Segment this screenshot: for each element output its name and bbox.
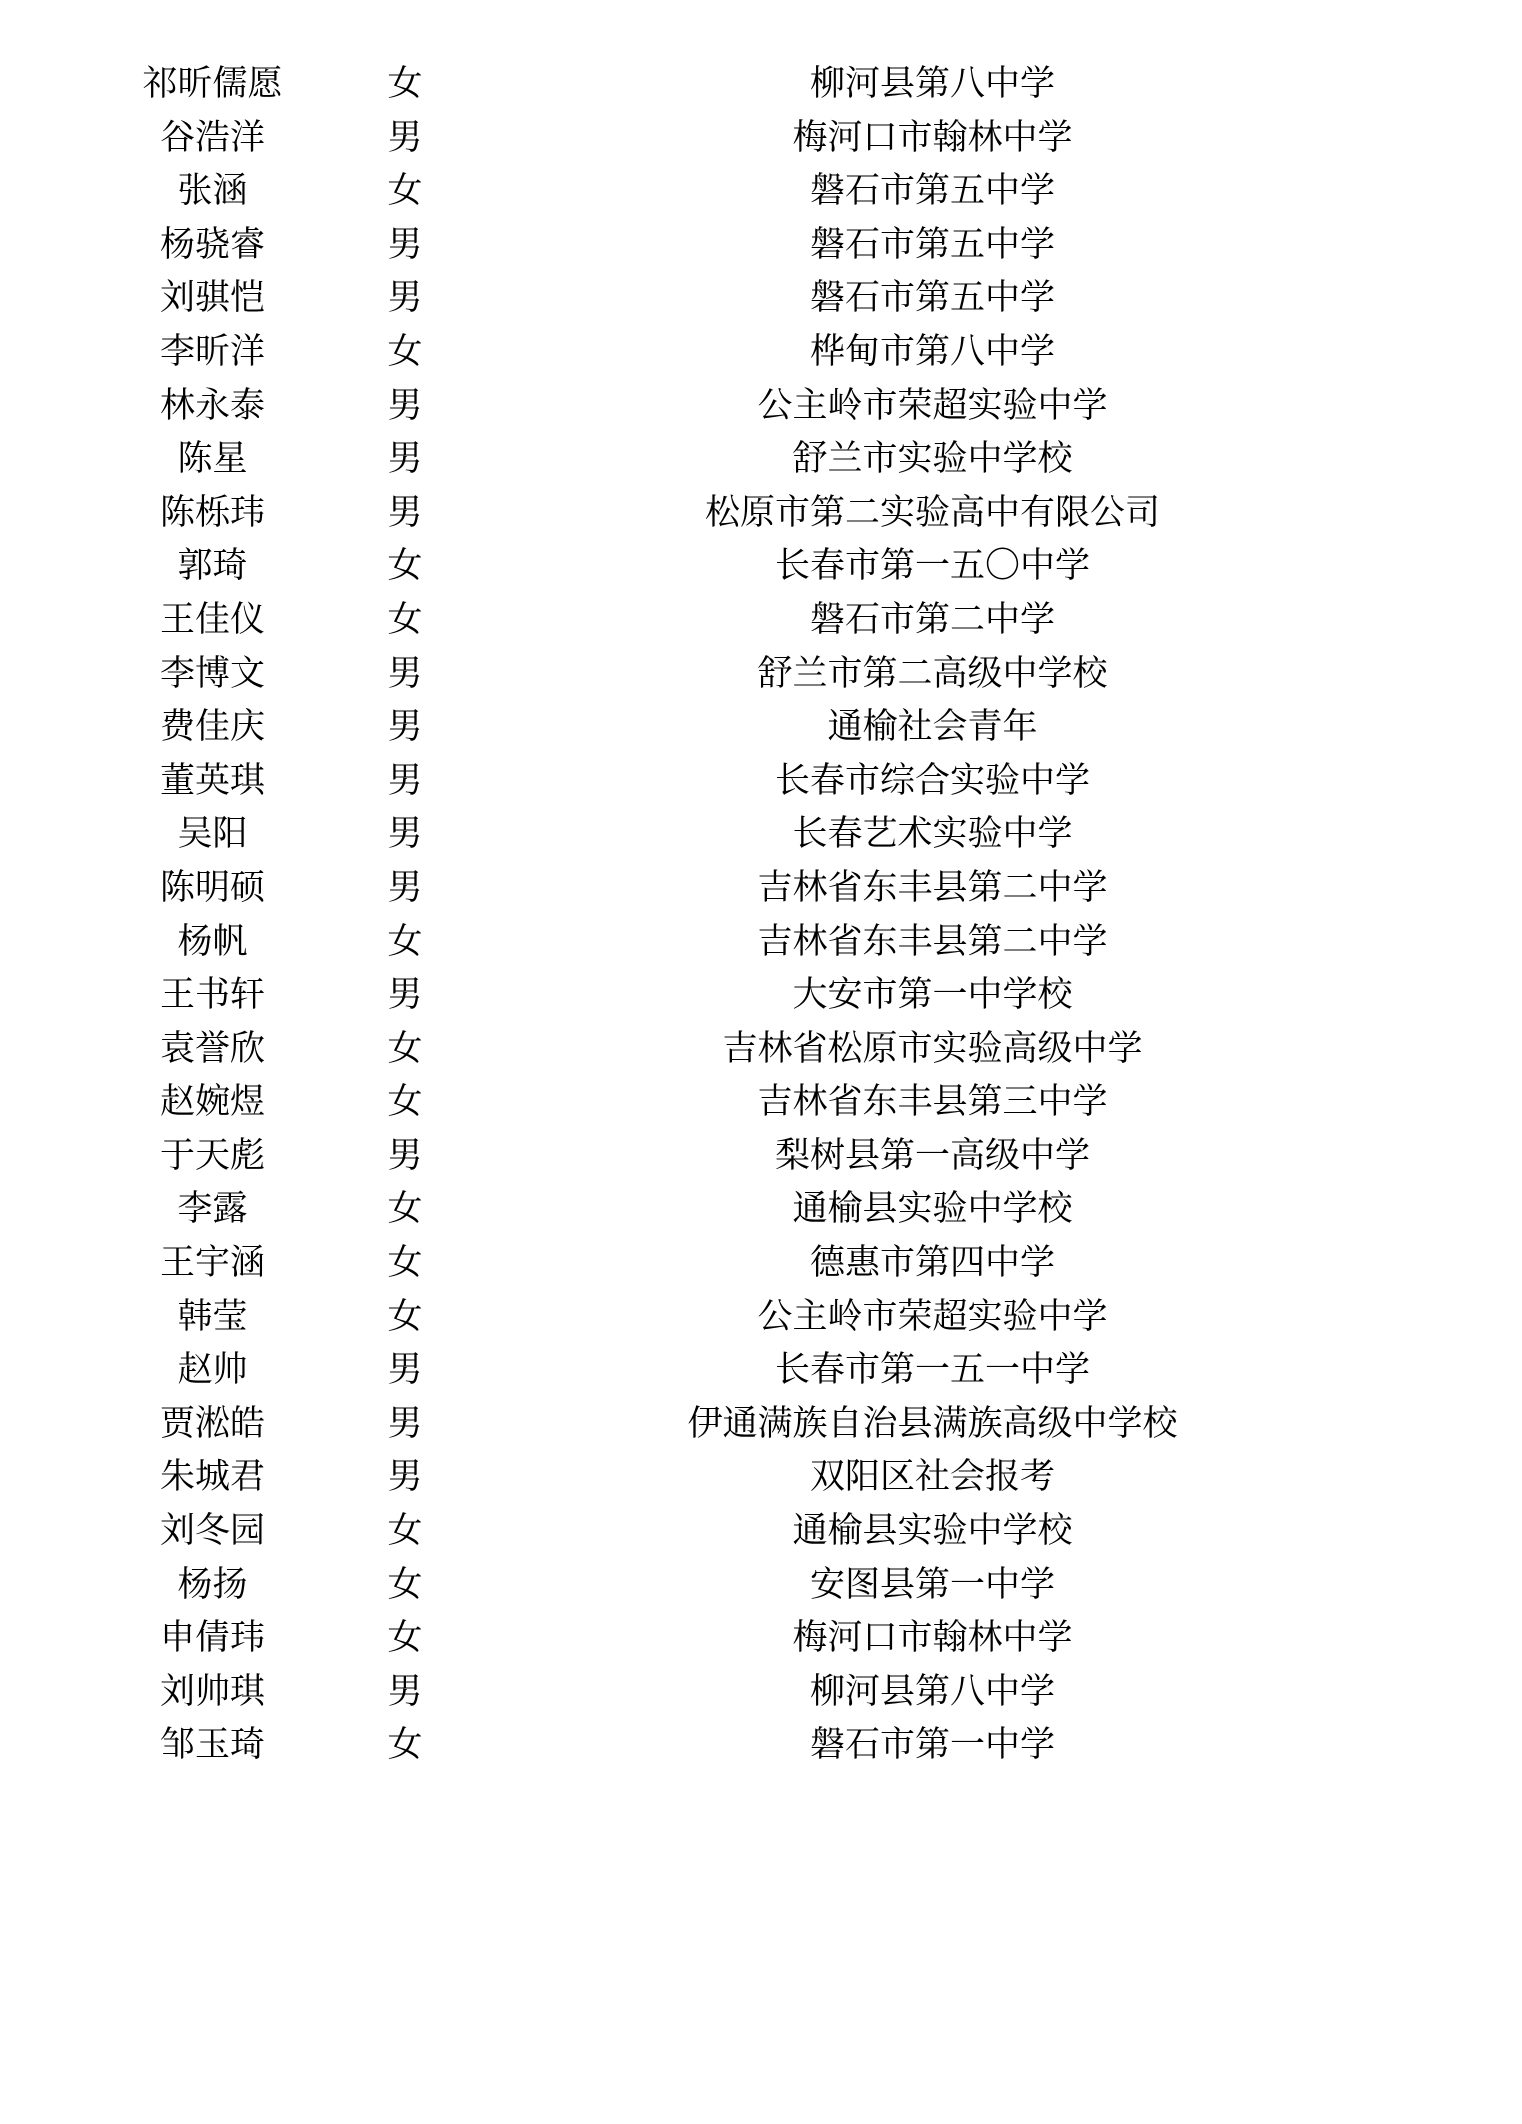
table-row [105,219,1375,273]
cell-gender: 女 [387,1725,423,1766]
cell-name: 张涵 [177,171,248,212]
roster-table-body [105,58,1375,1773]
table-row [105,165,1375,219]
table-row [105,1398,1375,1452]
table-row [105,487,1375,541]
table-row [105,540,1375,594]
table-row [105,969,1375,1023]
table-row [105,433,1375,487]
cell-name: 谷浩洋 [159,117,265,158]
cell-name: 陈星 [177,439,248,480]
cell-gender: 女 [387,171,423,212]
cell-school: 公主岭市荣超实验中学 [757,385,1108,426]
table-row [105,58,1375,112]
cell-gender: 女 [387,331,423,372]
cell-name: 费佳庆 [159,707,265,748]
cell-name: 杨帆 [177,921,248,962]
cell-name: 李昕洋 [159,331,265,372]
cell-name: 刘冬园 [159,1511,265,1552]
cell-gender: 女 [387,1511,423,1552]
cell-name: 邹玉琦 [159,1725,265,1766]
table-row [105,1505,1375,1559]
cell-school: 柳河县第八中学 [809,64,1055,104]
roster-table [105,58,1375,1773]
cell-school: 吉林省松原市实验高级中学 [722,1028,1143,1069]
cell-gender: 女 [387,1189,423,1230]
cell-gender: 女 [387,1028,423,1069]
table-row [105,1237,1375,1291]
cell-name: 王宇涵 [159,1243,265,1284]
cell-name: 杨扬 [177,1564,248,1605]
table-row [105,648,1375,702]
table-row [105,1291,1375,1345]
cell-gender: 女 [387,1243,423,1284]
cell-school: 德惠市第四中学 [809,1243,1055,1284]
cell-school: 梅河口市翰林中学 [792,117,1073,158]
table-row [105,1559,1375,1613]
cell-school: 磐石市第五中学 [809,171,1055,212]
cell-school: 双阳区社会报考 [809,1457,1055,1498]
cell-school: 柳河县第八中学 [809,1671,1055,1712]
table-row [105,808,1375,862]
cell-gender: 女 [387,921,423,962]
cell-name: 吴阳 [177,814,248,855]
cell-gender: 男 [387,117,423,158]
cell-name: 董英琪 [159,760,265,801]
cell-gender: 男 [387,439,423,480]
cell-gender: 男 [387,1403,423,1444]
cell-school: 吉林省东丰县第二中学 [757,867,1108,908]
cell-name: 郭琦 [177,546,248,587]
table-row [105,755,1375,809]
cell-name: 朱城君 [159,1457,265,1498]
table-row [105,862,1375,916]
cell-school: 舒兰市第二高级中学校 [757,653,1108,694]
cell-school: 梨树县第一高级中学 [774,1135,1090,1176]
table-row [105,272,1375,326]
cell-name: 赵婉煜 [159,1082,265,1123]
cell-school: 磐石市第五中学 [809,278,1055,319]
table-row [105,1076,1375,1130]
cell-gender: 男 [387,1671,423,1712]
table-row [105,1023,1375,1077]
cell-school: 长春市综合实验中学 [774,760,1090,801]
table-row [105,1451,1375,1505]
cell-gender: 男 [387,1350,423,1391]
cell-school: 公主岭市荣超实验中学 [757,1296,1108,1337]
cell-name: 李博文 [159,653,265,694]
cell-school: 通榆县实验中学校 [792,1189,1073,1230]
cell-gender: 女 [387,599,423,640]
cell-school: 磐石市第二中学 [809,599,1055,640]
cell-gender: 男 [387,653,423,694]
cell-school: 通榆县实验中学校 [792,1511,1073,1552]
cell-name: 王佳仪 [159,599,265,640]
cell-school: 磐石市第一中学 [809,1725,1055,1766]
cell-name: 杨骁睿 [159,224,265,265]
cell-gender: 男 [387,760,423,801]
cell-gender: 男 [387,1135,423,1176]
cell-gender: 男 [387,707,423,748]
table-row [105,1666,1375,1720]
table-row [105,112,1375,166]
cell-school: 松原市第二实验高中有限公司 [704,492,1160,533]
cell-gender: 男 [387,867,423,908]
cell-name: 贾淞皓 [159,1403,265,1444]
cell-name: 陈栎玮 [159,492,265,533]
cell-gender: 女 [387,1082,423,1123]
cell-school: 吉林省东丰县第二中学 [757,921,1108,962]
table-row [105,1344,1375,1398]
cell-gender: 男 [387,814,423,855]
cell-school: 梅河口市翰林中学 [792,1618,1073,1659]
cell-name: 袁誉欣 [159,1028,265,1069]
cell-name: 王书轩 [159,975,265,1016]
cell-name: 于天彪 [159,1135,265,1176]
cell-name: 刘帅琪 [159,1671,265,1712]
cell-gender: 男 [387,975,423,1016]
cell-school: 磐石市第五中学 [809,224,1055,265]
cell-name: 祁昕儒愿 [142,64,283,104]
table-row [105,701,1375,755]
cell-name: 申倩玮 [159,1618,265,1659]
cell-school: 长春市第一五一中学 [774,1350,1090,1391]
table-row [105,1719,1375,1773]
table-row [105,380,1375,434]
table-row [105,1183,1375,1237]
cell-gender: 男 [387,224,423,265]
cell-school: 长春艺术实验中学 [792,814,1073,855]
cell-school: 吉林省东丰县第三中学 [757,1082,1108,1123]
table-row [105,916,1375,970]
cell-school: 通榆社会青年 [827,707,1038,748]
cell-gender: 女 [387,64,423,104]
cell-school: 舒兰市实验中学校 [792,439,1073,480]
cell-gender: 男 [387,278,423,319]
cell-name: 陈明硕 [159,867,265,908]
cell-gender: 女 [387,1618,423,1659]
cell-gender: 女 [387,1296,423,1337]
cell-gender: 男 [387,385,423,426]
cell-name: 刘骐恺 [159,278,265,319]
cell-school: 大安市第一中学校 [792,975,1073,1016]
cell-gender: 男 [387,1457,423,1498]
table-row [105,326,1375,380]
table-row [105,594,1375,648]
cell-school: 伊通满族自治县满族高级中学校 [687,1403,1178,1444]
cell-school: 安图县第一中学 [809,1564,1055,1605]
cell-name: 李露 [177,1189,248,1230]
cell-gender: 女 [387,1564,423,1605]
table-row [105,1130,1375,1184]
cell-name: 韩莹 [177,1296,248,1337]
cell-school: 长春市第一五〇中学 [774,546,1090,587]
cell-gender: 女 [387,546,423,587]
cell-school: 桦甸市第八中学 [809,331,1055,372]
cell-gender: 男 [387,492,423,533]
table-row [105,1612,1375,1666]
cell-name: 林永泰 [159,385,265,426]
cell-name: 赵帅 [177,1350,248,1391]
